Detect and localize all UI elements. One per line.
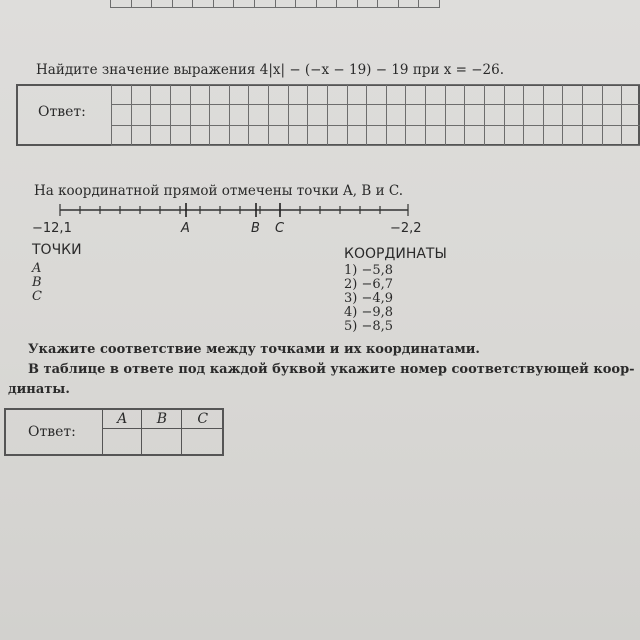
coordinate-option: 3) −4,9 [344,291,394,306]
match-cell-a[interactable] [103,429,142,456]
number-line [50,200,420,220]
task1-answer-box [16,84,640,146]
task2-answer-label: Ответ: [28,424,76,440]
scale-right-label: −2,2 [390,221,422,236]
task1-answer-label: Ответ: [38,104,86,120]
coordinate-option: 2) −6,7 [344,277,394,292]
match-cell-b[interactable] [142,429,182,456]
task2-match-table[interactable] [102,408,224,456]
point-a-label: A [181,221,190,236]
coordinate-option: 1) −5,8 [344,263,394,278]
point-list-item: C [32,289,42,304]
match-cell-c[interactable] [182,429,224,456]
task2-answer-box [4,408,224,456]
task2-intro: На координатной прямой отмечены точки A, B и C. [34,183,404,199]
coordinate-option: 5) −8,5 [344,319,394,334]
points-header: ТОЧКИ [32,242,82,258]
point-b-label: B [251,221,260,236]
task1-text: Найдите значение выражения 4|x| − (−x − 19) − 19 при x = −26. [36,62,505,78]
task1-answer-grid[interactable] [111,84,640,146]
instruction-match: Укажите соответствие между точками и их координатами. [28,342,480,357]
coordinate-option: 4) −9,8 [344,305,394,320]
match-header-c: C [182,409,224,429]
scale-left-label: −12,1 [32,221,72,236]
coordinates-header: КООРДИНАТЫ [344,246,447,262]
point-list-item: A [32,261,42,276]
point-c-label: C [275,221,285,236]
match-header-b: B [142,409,182,429]
match-header-a: A [103,409,142,429]
point-list-item: B [32,275,42,290]
instruction-table-line1: В таблице в ответе под каждой буквой укажите номер соответствующей коор- [28,362,635,377]
instruction-table-line2: динаты. [8,382,70,397]
previous-answer-grid [110,0,440,8]
